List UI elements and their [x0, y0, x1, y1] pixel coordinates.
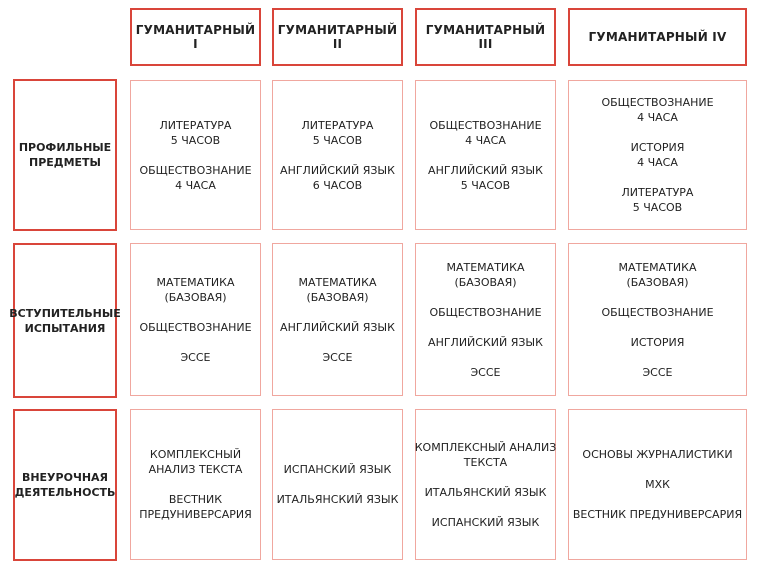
cell-entry: [149, 447, 243, 477]
cell-entry-line: ЭССЕ: [642, 365, 673, 379]
cell-entry-line: ЭССЕ: [180, 350, 211, 364]
cell-entry: [139, 163, 251, 193]
cell-entry-line: ОБЩЕСТВОЗНАНИЕ: [429, 305, 542, 319]
cell-entry-line: 5 ЧАСОВ: [460, 178, 511, 192]
cell-entry-line: (БАЗОВАЯ): [306, 290, 369, 304]
cell-entry-line: АНГЛИЙСКИЙ ЯЗЫК: [280, 163, 395, 177]
cell-entry-line: МХК: [645, 478, 670, 491]
cell-entry: [157, 275, 235, 305]
row-header-line: ПРЕДМЕТЫ: [29, 156, 101, 169]
column-header-label: ГУМАНИТАРНЫЙ II: [277, 23, 398, 51]
cell-entry: [181, 350, 211, 365]
cell-entry: [139, 320, 251, 335]
cell-entry-line: ЛИТЕРАТУРА: [301, 118, 374, 132]
cell-entry: [415, 440, 557, 470]
cell-entry: [432, 515, 540, 530]
cell-entry: [280, 163, 395, 193]
cell-entry-line: АНАЛИЗ ТЕКСТА: [148, 463, 243, 476]
cell-entry-line: АНГЛИЙСКИЙ ЯЗЫК: [280, 320, 395, 334]
cell-entry-line: 6 ЧАСОВ: [312, 178, 363, 192]
cell-entry-line: (БАЗОВАЯ): [164, 290, 227, 304]
cell-entry-line: ОБЩЕСТВОЗНАНИЕ: [429, 118, 542, 132]
column-header: [272, 8, 403, 66]
cell-entry-line: 4 ЧАСА: [465, 133, 506, 147]
cell-entry: [631, 140, 685, 170]
table-cell: [568, 80, 747, 230]
row-header: [9, 243, 121, 398]
cell-entry: [428, 335, 543, 350]
table-cell: [272, 80, 403, 230]
cell-entry-line: (БАЗОВАЯ): [626, 275, 689, 289]
cell-entry-line: ЭССЕ: [322, 350, 353, 364]
cell-entry: [447, 260, 525, 290]
cell-entry: [601, 305, 713, 320]
cell-entry-line: ИСПАНСКИЙ ЯЗЫК: [431, 515, 540, 529]
cell-entry-line: АНГЛИЙСКИЙ ЯЗЫК: [428, 163, 543, 177]
cell-entry-line: ЛИТЕРАТУРА: [159, 118, 232, 132]
cell-entry-line: КОМПЛЕКСНЫЙ: [149, 448, 242, 461]
cell-entry: [645, 477, 670, 492]
cell-entry-line: ОБЩЕСТВОЗНАНИЕ: [601, 96, 714, 109]
cell-entry: [139, 492, 252, 522]
cell-entry-line: 5 ЧАСОВ: [632, 201, 683, 214]
cell-entry: [302, 118, 374, 148]
cell-entry: [429, 305, 541, 320]
cell-entry-line: ИТАЛЬЯНСКИЙ ЯЗЫК: [276, 493, 399, 506]
table-cell: [130, 243, 261, 396]
cell-entry-line: ЭССЕ: [470, 365, 501, 379]
cell-entry: [643, 365, 673, 380]
cell-entry-line: ИСПАНСКИЙ ЯЗЫК: [283, 463, 392, 476]
cell-entry-line: 5 ЧАСОВ: [170, 133, 221, 147]
cell-entry: [299, 275, 377, 305]
column-header-label: ГУМАНИТАРНЫЙ III: [425, 23, 546, 51]
table-cell: [415, 409, 556, 560]
cell-entry: [429, 118, 541, 148]
cell-entry: [284, 462, 392, 477]
cell-entry-line: МАТЕМАТИКА: [618, 260, 697, 274]
cell-entry-line: ЛИТЕРАТУРА: [621, 186, 694, 199]
cell-entry-line: 4 ЧАСА: [175, 178, 216, 192]
row-header: [13, 409, 117, 561]
cell-entry: [573, 507, 742, 522]
column-header-label: ГУМАНИТАРНЫЙ IV: [588, 30, 727, 44]
row-header: [13, 79, 117, 231]
cell-entry-line: ИСТОРИЯ: [630, 335, 685, 349]
row-header-line: ВСТУПИТЕЛЬНЫЕ: [9, 306, 121, 320]
cell-entry: [428, 163, 543, 193]
cell-entry: [160, 118, 232, 148]
cell-entry-line: ОБЩЕСТВОЗНАНИЕ: [139, 163, 252, 177]
cell-entry-line: МАТЕМАТИКА: [156, 275, 235, 289]
table-cell: [568, 243, 747, 396]
cell-entry-line: ОСНОВЫ ЖУРНАЛИСТИКИ: [582, 448, 733, 461]
column-header: [130, 8, 261, 66]
cell-entry: [601, 95, 713, 125]
row-header-line: ПРОФИЛЬНЫЕ: [18, 141, 112, 154]
cell-entry: [323, 350, 353, 365]
cell-entry-line: МАТЕМАТИКА: [298, 275, 377, 289]
cell-entry: [277, 492, 399, 507]
cell-entry: [425, 485, 547, 500]
column-header-label: ГУМАНИТАРНЫЙ I: [135, 23, 256, 51]
row-header-line: ИСПЫТАНИЯ: [24, 321, 106, 335]
cell-entry-line: МАТЕМАТИКА: [446, 260, 525, 274]
cell-entry-line: ОБЩЕСТВОЗНАНИЕ: [139, 320, 252, 334]
cell-entry: [582, 447, 732, 462]
cell-entry-line: АНГЛИЙСКИЙ ЯЗЫК: [428, 335, 543, 349]
cell-entry-line: ТЕКСТА: [463, 455, 508, 469]
cell-entry-line: ИТАЛЬЯНСКИЙ ЯЗЫК: [424, 485, 547, 499]
column-header: [415, 8, 556, 66]
cell-entry-line: ИСТОРИЯ: [630, 141, 685, 154]
cell-entry: [471, 365, 501, 380]
row-header-line: ДЕЯТЕЛЬНОСТЬ: [14, 486, 116, 499]
cell-entry-line: ВЕСТНИК ПРЕДУНИВЕРСАРИЯ: [572, 508, 743, 521]
cell-entry-line: ОБЩЕСТВОЗНАНИЕ: [601, 305, 714, 319]
cell-entry: [631, 335, 685, 350]
cell-entry-line: (БАЗОВАЯ): [454, 275, 517, 289]
cell-entry-line: ВЕСТНИК: [168, 493, 223, 506]
table-cell: [568, 409, 747, 560]
cell-entry-line: 4 ЧАСА: [637, 156, 678, 169]
table-cell: [130, 80, 261, 230]
column-header: [568, 8, 747, 66]
table-cell: [415, 80, 556, 230]
cell-entry-line: 5 ЧАСОВ: [312, 133, 363, 147]
cell-entry-line: 4 ЧАСА: [637, 111, 678, 124]
table-cell: [130, 409, 261, 560]
cell-entry: [280, 320, 395, 335]
cell-entry-line: КОМПЛЕКСНЫЙ АНАЛИЗ: [414, 440, 557, 454]
cell-entry: [622, 185, 694, 215]
cell-entry: [619, 260, 697, 290]
table-cell: [272, 243, 403, 396]
table-cell: [272, 409, 403, 560]
row-header-line: ВНЕУРОЧНАЯ: [21, 471, 109, 484]
table-cell: [415, 243, 556, 396]
cell-entry-line: ПРЕДУНИВЕРСАРИЯ: [139, 508, 252, 521]
